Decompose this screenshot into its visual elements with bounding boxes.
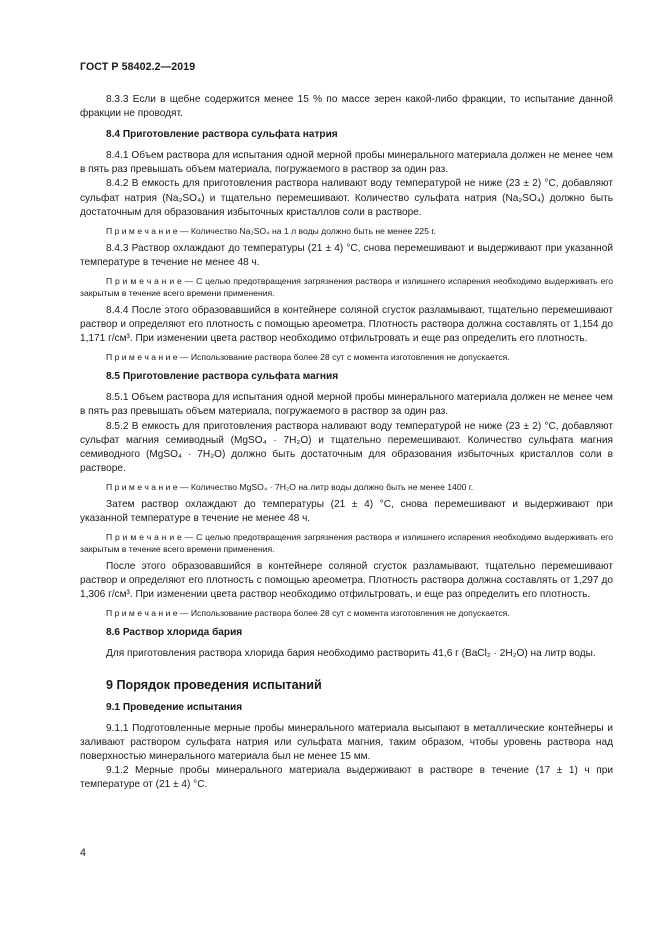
paragraph-9-1-2: 9.1.2 Мерные пробы минерального материала выдерживают в растворе в течение (17 ± 1) ч при температуре от (21 ± 4) °С. — [80, 765, 613, 791]
page-number: 4 — [80, 847, 86, 859]
heading-8-5: 8.5 Приготовление раствора сульфата магния — [106, 371, 339, 383]
paragraph-8-6: Для приготовления раствора хлорида бария необходимо растворить 41,6 г (BaCl₂ · 2H₂O) на литр воды. — [106, 648, 596, 660]
paragraph-8-4-2: 8.4.2 В емкость для приготовления раствора наливают воду температурой не ниже (23 ± 2) °С, добавляют сульфат натрия (Na₂SO₄) и тщательно перемешивают. Количество сульфата натрия (Na₂SO₄) должно быть достаточным для образования избыточных кристаллов соли в растворе. — [80, 178, 613, 218]
paragraph-8-4-1: 8.4.1 Объем раствора для испытания одной мерной пробы минерального материала должен не менее чем в пять раз превышать объем материала, погружаемого в раствор за один раз. — [80, 150, 613, 176]
note-8-4-4: П р и м е ч а н и е — Использование раствора более 28 сут с момента изготовления не допускается. — [106, 352, 510, 363]
paragraph-8-5-3: Затем раствор охлаждают до температуры (21 ± 4) °С, снова перемешивают и выдерживают при указанной температуре в течение не менее 48 ч. — [80, 498, 613, 524]
note-8-5-4: П р и м е ч а н и е — Использование раствора более 28 сут с момента изготовления не допускается. — [106, 608, 510, 619]
document-body — [80, 93, 613, 792]
heading-9-1: 9.1 Проведение испытания — [106, 701, 243, 713]
heading-8-6: 8.6 Раствор хлорида бария — [106, 627, 243, 639]
paragraph-8-5-1: 8.5.1 Объем раствора для испытания одной мерной пробы минерального материала должен не менее чем в пять раз превышать объем материала, погружаемого в раствор за один раз. — [80, 392, 613, 418]
paragraph-9-1-1: 9.1.1 Подготовленные мерные пробы минерального материала высыпают в металлические контейнеры и заливают раствором сульфата натрия или сульфата магния, таким образом, чтобы уровень раствора над поверхностью минерального материала был не менее 15 мм. — [80, 722, 613, 762]
paragraph-8-5-2: 8.5.2 В емкость для приготовления раствора наливают воду температурой не ниже (23 ± 2) °С, добавляют сульфат магния семиводный (MgSO₄ · 7H₂O) и тщательно перемешивают. Количество сульфата магния семиводного (MgSO₄ · 7H₂O) должно быть достаточным для образования избыточных кристаллов соли в растворе. — [80, 420, 613, 474]
paragraph-8-5-4: После этого образовавшийся в контейнере соляной сгусток разламывают, тщательно перемешивают раствор и определяют его плотность с помощью ареометра. Плотность раствора должна составлять от 1,297 до 1,306 г/см³. При изменении цвета раствор необходимо отфильтровать, и еще раз определить его плотность. — [80, 561, 613, 601]
note-8-5-3: П р и м е ч а н и е — С целью предотвращения загрязнения раствора и излишнего испарения необходимо выдерживать его закрытым в течение всего времени применения. — [80, 532, 613, 555]
paragraph-8-4-4: 8.4.4 После этого образовавшийся в контейнере соляной сгусток разламывают, тщательно перемешивают раствор и определяют его плотность с помощью ареометра. Плотность раствора должна составлять от 1,154 до 1,171 г/см³. При изменении цвета раствор необходимо отфильтровать и еще раз определить его плотность. — [80, 304, 613, 345]
note-8-4-3: П р и м е ч а н и е — С целью предотвращения загрязнения раствора и излишнего испарения необходимо выдерживать его закрытым в течение всего времени применения. — [80, 275, 613, 298]
heading-9: 9 Порядок проведения испытаний — [106, 677, 322, 692]
document-header: ГОСТ Р 58402.2—2019 — [80, 61, 196, 73]
heading-8-4: 8.4 Приготовление раствора сульфата натрия — [106, 129, 338, 141]
paragraph-8-4-3: 8.4.3 Раствор охлаждают до температуры (21 ± 4) °С, снова перемешивают и выдерживают при указанной температуре в течение не менее 48 ч. — [80, 242, 613, 268]
note-8-5-2: П р и м е ч а н и е — Количество MgSO₄ · 7H₂O на литр воды должно быть не менее 1400 г. — [106, 481, 474, 492]
note-8-4-2: П р и м е ч а н и е — Количество Na₂SO₄ на 1 л воды должно быть не менее 225 г. — [106, 225, 436, 236]
paragraph-8-3-3: 8.3.3 Если в щебне содержится менее 15 % по массе зерен какой-либо фракции, то испытание данной фракции не проводят. — [80, 94, 613, 120]
